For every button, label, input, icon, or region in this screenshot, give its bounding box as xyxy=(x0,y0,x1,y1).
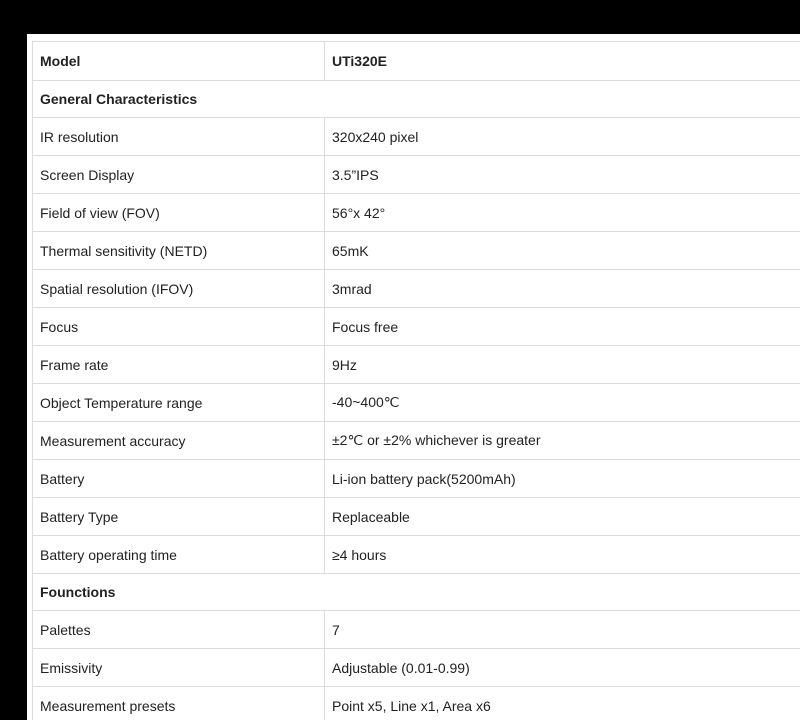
table-row xyxy=(33,384,800,422)
table-row xyxy=(33,687,800,720)
table-row xyxy=(33,536,800,574)
spec-value: Li-ion battery pack(5200mAh) xyxy=(325,460,800,498)
section-heading-row xyxy=(33,81,800,118)
spec-label: Battery Type xyxy=(33,498,325,536)
spec-label: IR resolution xyxy=(33,118,325,156)
spec-value: 65mK xyxy=(325,232,800,270)
spec-label: Spatial resolution (IFOV) xyxy=(33,270,325,308)
section-heading-row xyxy=(33,574,800,611)
spec-label: Emissivity xyxy=(33,649,325,687)
table-row xyxy=(33,346,800,384)
spec-table xyxy=(32,41,800,720)
table-row xyxy=(33,194,800,232)
header-value-cell: UTi320E xyxy=(325,42,800,81)
spec-value: 3.5”IPS xyxy=(325,156,800,194)
section-heading: General Characteristics xyxy=(33,81,800,118)
spec-value: Adjustable (0.01-0.99) xyxy=(325,649,800,687)
table-row xyxy=(33,118,800,156)
table-row xyxy=(33,498,800,536)
spec-label: Battery operating time xyxy=(33,536,325,574)
spec-value: -40~400℃ xyxy=(325,384,800,422)
table-row xyxy=(33,270,800,308)
table-row xyxy=(33,611,800,649)
spec-value: Focus free xyxy=(325,308,800,346)
spec-label: Field of view (FOV) xyxy=(33,194,325,232)
spec-label: Thermal sensitivity (NETD) xyxy=(33,232,325,270)
spec-label: Measurement presets xyxy=(33,687,325,720)
spec-label: Focus xyxy=(33,308,325,346)
header-label-cell: Model xyxy=(33,42,325,81)
spec-value: Point x5, Line x1, Area x6 xyxy=(325,687,800,720)
table-header-row xyxy=(33,42,800,81)
spec-value: ±2℃ or ±2% whichever is greater xyxy=(325,422,800,460)
table-row xyxy=(33,649,800,687)
spec-sheet-panel xyxy=(27,34,800,720)
spec-value: 7 xyxy=(325,611,800,649)
table-row xyxy=(33,422,800,460)
table-row xyxy=(33,460,800,498)
spec-label: Measurement accuracy xyxy=(33,422,325,460)
spec-value: 56°x 42° xyxy=(325,194,800,232)
table-row xyxy=(33,308,800,346)
spec-label: Battery xyxy=(33,460,325,498)
spec-label: Frame rate xyxy=(33,346,325,384)
section-heading: Founctions xyxy=(33,574,800,611)
spec-value: 9Hz xyxy=(325,346,800,384)
spec-value: Replaceable xyxy=(325,498,800,536)
spec-label: Object Temperature range xyxy=(33,384,325,422)
spec-value: ≥4 hours xyxy=(325,536,800,574)
table-row xyxy=(33,156,800,194)
table-row xyxy=(33,232,800,270)
spec-value: 3mrad xyxy=(325,270,800,308)
spec-label: Palettes xyxy=(33,611,325,649)
spec-value: 320x240 pixel xyxy=(325,118,800,156)
spec-label: Screen Display xyxy=(33,156,325,194)
